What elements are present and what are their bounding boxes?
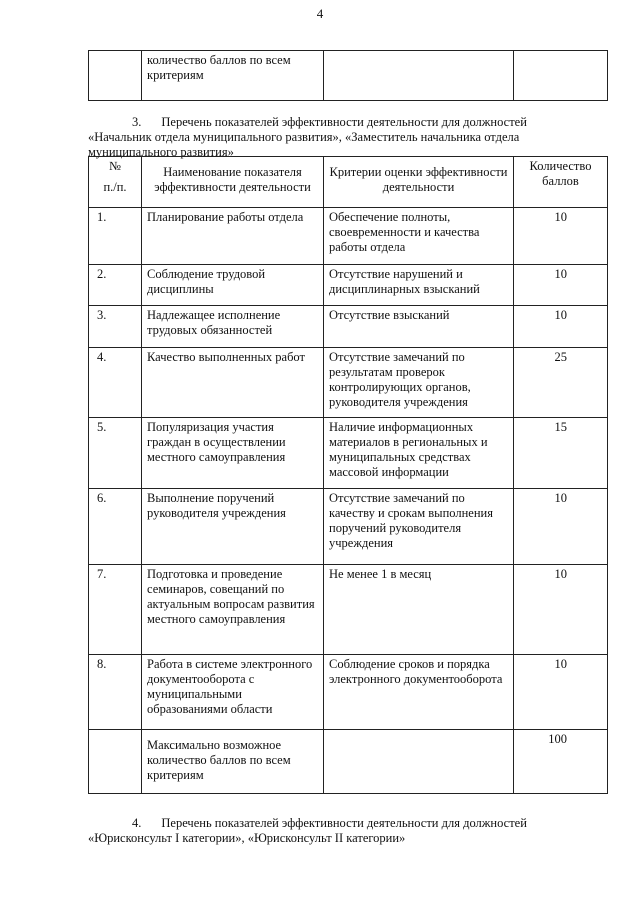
- cell-score: 10: [514, 208, 608, 265]
- cell-name: Выполнение поручений руководителя учреждения: [142, 489, 324, 565]
- cell-score: 15: [514, 418, 608, 489]
- header-criteria: Критерии оценки эффективности деятельности: [324, 157, 514, 208]
- cell-name: Соблюдение трудовой дисциплины: [142, 265, 324, 306]
- cell-name: Популяризация участия граждан в осуществлении местного самоуправления: [142, 418, 324, 489]
- cell-score: 10: [514, 489, 608, 565]
- cell-name: Работа в системе электронного документооборота с муниципальными образованиями области: [142, 655, 324, 730]
- cell-score: 25: [514, 348, 608, 418]
- cell-num: 5.: [89, 418, 142, 489]
- table-row: [89, 306, 608, 348]
- table-row: [89, 489, 608, 565]
- cell-criteria: Отсутствие замечаний по качеству и срокам выполнения поручений руководителя учреждения: [324, 489, 514, 565]
- table-row: [89, 565, 608, 655]
- cell-score: 10: [514, 565, 608, 655]
- cell-score: 10: [514, 306, 608, 348]
- cell-num: 3.: [89, 306, 142, 348]
- table-row: [89, 208, 608, 265]
- table-row: [89, 348, 608, 418]
- cell-criteria: [324, 51, 514, 101]
- cell-score: 10: [514, 655, 608, 730]
- table-row: [89, 418, 608, 489]
- cell-criteria: Отсутствие нарушений и дисциплинарных взысканий: [324, 265, 514, 306]
- section-title-line1: Перечень показателей эффективности деятельности для должностей: [161, 816, 527, 830]
- table-total-row: [89, 730, 608, 794]
- section-title-line3: муниципального развития»: [88, 145, 234, 159]
- cell-num: [89, 730, 142, 794]
- table-row: [89, 265, 608, 306]
- page-number: 4: [316, 6, 324, 21]
- total-label: Максимально возможное количество баллов по всем критериям: [142, 730, 324, 794]
- section-number: 3.: [132, 115, 142, 129]
- cell-num: 7.: [89, 565, 142, 655]
- cell-num: 6.: [89, 489, 142, 565]
- section-number: 4.: [132, 816, 142, 830]
- total-score: 100: [514, 730, 608, 794]
- cell-criteria: [324, 730, 514, 794]
- section-4-heading: [88, 816, 608, 846]
- cell-name: Надлежащее исполнение трудовых обязанностей: [142, 306, 324, 348]
- cell-criteria: Соблюдение сроков и порядка электронного документооборота: [324, 655, 514, 730]
- header-num: № п./п.: [89, 157, 142, 208]
- cell-num: 4.: [89, 348, 142, 418]
- cell-num: 2.: [89, 265, 142, 306]
- cell-criteria: Отсутствие замечаний по результатам проверок контролирующих органов, руководителя учреждения: [324, 348, 514, 418]
- cell-score: [514, 51, 608, 101]
- cell-num: 8.: [89, 655, 142, 730]
- cell-criteria: Отсутствие взысканий: [324, 306, 514, 348]
- table-row: [89, 655, 608, 730]
- cell-score: 10: [514, 265, 608, 306]
- cell-criteria: Наличие информационных материалов в региональных и муниципальных средствах массовой информации: [324, 418, 514, 489]
- section-title-line2: «Начальник отдела муниципального развития», «Заместитель начальника отдела: [88, 130, 520, 144]
- table-header-row: [89, 157, 608, 208]
- indicators-table: [88, 156, 608, 794]
- section-title-line2: «Юрисконсульт I категории», «Юрисконсульт II категории»: [88, 831, 406, 845]
- cell-criteria: Не менее 1 в месяц: [324, 565, 514, 655]
- cell-name: Планирование работы отдела: [142, 208, 324, 265]
- cell-label: количество баллов по всем критериям: [142, 51, 324, 101]
- header-name: Наименование показателя эффективности деятельности: [142, 157, 324, 208]
- section-3-heading: [88, 115, 608, 160]
- cell-num: 1.: [89, 208, 142, 265]
- cell-name: Качество выполненных работ: [142, 348, 324, 418]
- header-score: Количество баллов: [514, 157, 608, 208]
- table-row: [89, 51, 608, 101]
- section-title-line1: Перечень показателей эффективности деятельности для должностей: [161, 115, 527, 129]
- cell-num: [89, 51, 142, 101]
- cell-criteria: Обеспечение полноты, своевременности и качества работы отдела: [324, 208, 514, 265]
- previous-table-end: [88, 50, 608, 101]
- cell-name: Подготовка и проведение семинаров, совещаний по актуальным вопросам развития местного самоуправления: [142, 565, 324, 655]
